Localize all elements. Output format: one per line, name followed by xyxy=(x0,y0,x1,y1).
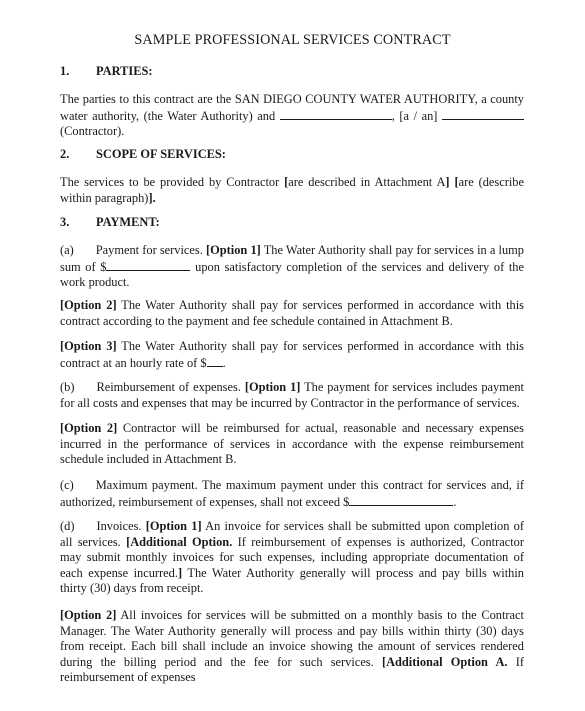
blank-line xyxy=(280,108,392,120)
text-run: ] xyxy=(177,565,183,580)
text-run: (a) xyxy=(60,243,74,257)
section-heading-payment xyxy=(60,215,160,231)
text-run: The payment for services includes payment for all costs and expenses that may be incurred by Contractor in the performance of services. xyxy=(60,380,524,410)
text-run: The Water Authority generally will process and pay bills within thirty (30) days from receipt. xyxy=(60,565,524,595)
text-run: , [a / an] xyxy=(391,108,442,123)
blank-line xyxy=(442,108,524,120)
text-run: upon satisfactory completion of the services and delivery of the work product. xyxy=(60,259,524,289)
text-run: The Water Authority shall pay for services performed in accordance with this contract at an hourly rate of $ xyxy=(60,339,524,370)
text-run: An invoice for services shall be submitted upon completion of all services. xyxy=(60,519,524,549)
text-run: ]. xyxy=(148,190,156,205)
paragraph-parties xyxy=(60,92,524,140)
text-run: are described in Attachment A xyxy=(288,175,446,189)
text-run: Contractor will be reimbursed for actual, reasonable and necessary expenses incurred in the performance of services in accordance with the expense reimbursement schedule included in Attachment B. xyxy=(60,421,524,466)
text-run: If reimbursement of expenses is authorized, Contractor may submit monthly invoices for such expenses, including appropriate documentation of each expense incurred. xyxy=(60,534,524,580)
text-run: [Option 3] xyxy=(60,339,117,353)
paragraph-maximum-payment xyxy=(60,478,524,510)
text-run: (d) xyxy=(60,519,75,533)
text-run: [ xyxy=(454,175,459,189)
section-title: PAYMENT: xyxy=(96,215,160,229)
text-run: Maximum payment. The maximum payment under this contract for services and, if authorized, reimbursement of expenses, shall not exceed $ xyxy=(60,478,524,509)
text-run: [Option 2] xyxy=(60,421,118,435)
text-run: The parties to this contract are the SAN DIEGO COUNTY WATER AUTHORITY, a county water authority, (the Water Authority) and xyxy=(60,92,524,123)
text-run: Payment for services. xyxy=(95,243,206,257)
section-title: SCOPE OF SERVICES: xyxy=(96,147,226,161)
text-run: [Option 1] xyxy=(244,380,301,394)
paragraph-reimbursement-option-2 xyxy=(60,421,524,468)
text-run: ] xyxy=(445,175,450,189)
section-title: PARTIES: xyxy=(96,64,153,78)
section-number: 3. xyxy=(60,215,70,229)
blank-line xyxy=(349,494,453,506)
paragraph-reimbursement xyxy=(60,380,524,411)
paragraph-invoices xyxy=(60,519,524,597)
text-run: [Option 1] xyxy=(145,519,202,533)
text-run: [ xyxy=(284,175,289,189)
blank-line xyxy=(207,355,223,367)
text-run: are (describe within paragraph) xyxy=(60,175,524,205)
text-run: . xyxy=(222,355,226,370)
text-run: The services to be provided by Contractor xyxy=(60,175,285,189)
paragraph-payment-option-2 xyxy=(60,298,524,329)
paragraph-payment-services xyxy=(60,243,524,291)
section-number: 2. xyxy=(60,147,70,161)
page-title: SAMPLE PROFESSIONAL SERVICES CONTRACT xyxy=(134,32,451,48)
text-run: (Contractor). xyxy=(60,124,125,138)
blank-line xyxy=(106,259,190,271)
paragraph-invoices-option-2 xyxy=(60,608,524,686)
section-heading-scope xyxy=(60,147,226,163)
text-run: (c) xyxy=(60,478,74,492)
text-run: The Water Authority shall pay for services performed in accordance with this contract according to the payment and fee schedule contained in Attachment B. xyxy=(60,298,524,328)
text-run: If reimbursement of expenses xyxy=(60,654,524,684)
section-heading-parties xyxy=(60,64,152,80)
paragraph-payment-option-3 xyxy=(60,339,524,371)
paragraph-scope xyxy=(60,175,524,206)
text-run: Reimbursement of expenses. xyxy=(96,380,245,394)
text-run: Invoices. xyxy=(96,519,146,533)
text-run: [Option 2] xyxy=(60,298,117,312)
text-run: All invoices for services will be submitted on a monthly basis to the Contract Manager. The Water Authority generally will process and pay bills within thirty (30) days from receipt. Each bill shall include an invoice showing the amount of services rendered during the billing period and the fee for such services. xyxy=(60,608,524,669)
text-run: . xyxy=(453,494,457,509)
text-run: [Option 1] xyxy=(206,243,261,257)
text-run: [Additional Option. xyxy=(126,534,233,549)
text-run: [Option 2] xyxy=(60,608,117,622)
text-run: The Water Authority shall pay for services in a lump sum of $ xyxy=(60,243,524,274)
section-number: 1. xyxy=(60,64,70,78)
text-run: (b) xyxy=(60,380,75,394)
text-run: [Additional Option A. xyxy=(381,654,508,669)
